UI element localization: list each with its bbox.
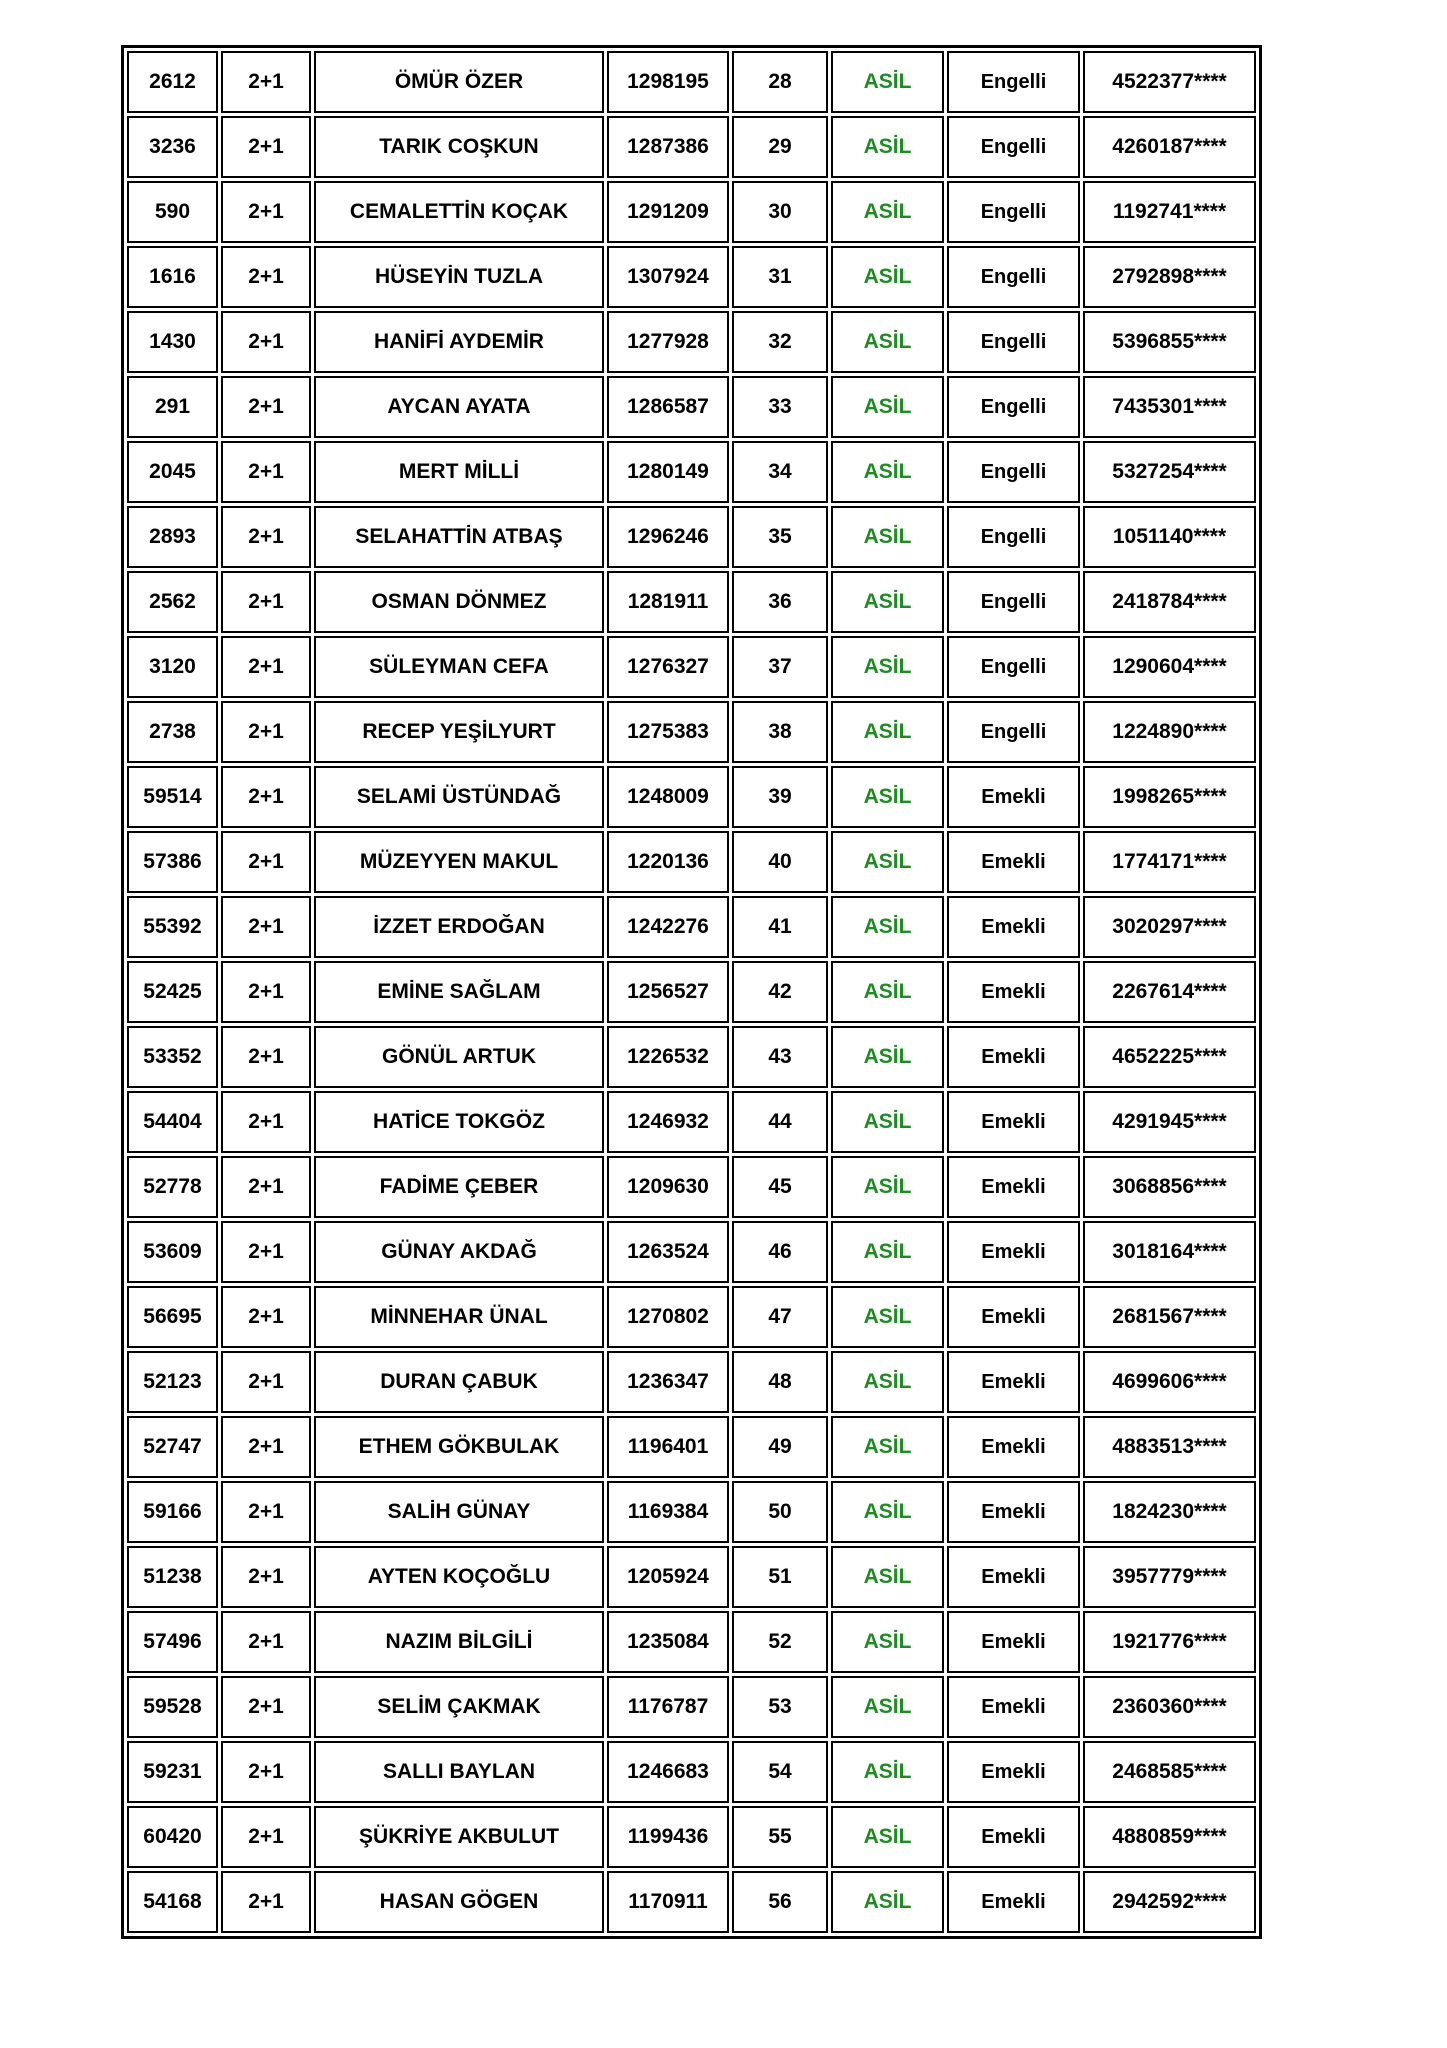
cell-konut-tipi: 2+1 <box>221 1416 311 1478</box>
cell-sira-no: 50 <box>732 1481 828 1543</box>
cell-sira-no: 47 <box>732 1286 828 1348</box>
cell-kimlik-no-masked: 2267614**** <box>1083 961 1256 1023</box>
cell-kategori: Emekli <box>947 1676 1080 1738</box>
cell-kimlik-no-masked: 7435301**** <box>1083 376 1256 438</box>
cell-sira-no: 53 <box>732 1676 828 1738</box>
cell-sonuc: ASİL <box>831 1871 944 1933</box>
table-row <box>127 571 1256 633</box>
cell-kategori: Engelli <box>947 441 1080 503</box>
cell-kimlik-no-masked: 4522377**** <box>1083 51 1256 113</box>
cell-dosya-no: 1307924 <box>607 246 729 308</box>
cell-kimlik-no-masked: 1051140**** <box>1083 506 1256 568</box>
cell-konut-tipi: 2+1 <box>221 1611 311 1673</box>
cell-dosya-no: 1226532 <box>607 1026 729 1088</box>
cell-kategori: Engelli <box>947 181 1080 243</box>
cell-dosya-no: 1277928 <box>607 311 729 373</box>
cell-basvuru-no: 2562 <box>127 571 218 633</box>
cell-kimlik-no-masked: 2360360**** <box>1083 1676 1256 1738</box>
cell-konut-tipi: 2+1 <box>221 506 311 568</box>
cell-basvuru-no: 52123 <box>127 1351 218 1413</box>
cell-dosya-no: 1291209 <box>607 181 729 243</box>
cell-basvuru-no: 3236 <box>127 116 218 178</box>
cell-kategori: Engelli <box>947 311 1080 373</box>
cell-basvuru-no: 1616 <box>127 246 218 308</box>
table-row <box>127 51 1256 113</box>
cell-konut-tipi: 2+1 <box>221 1806 311 1868</box>
cell-kategori: Emekli <box>947 1806 1080 1868</box>
cell-kategori: Engelli <box>947 51 1080 113</box>
cell-kimlik-no-masked: 1290604**** <box>1083 636 1256 698</box>
cell-basvuru-no: 53352 <box>127 1026 218 1088</box>
cell-kategori: Emekli <box>947 1546 1080 1608</box>
cell-kimlik-no-masked: 4260187**** <box>1083 116 1256 178</box>
table-row <box>127 831 1256 893</box>
cell-dosya-no: 1169384 <box>607 1481 729 1543</box>
cell-kategori: Emekli <box>947 1351 1080 1413</box>
cell-dosya-no: 1236347 <box>607 1351 729 1413</box>
cell-ad-soyad: MİNNEHAR ÜNAL <box>314 1286 604 1348</box>
table-row <box>127 441 1256 503</box>
cell-kategori: Engelli <box>947 116 1080 178</box>
cell-sira-no: 45 <box>732 1156 828 1218</box>
cell-kimlik-no-masked: 4652225**** <box>1083 1026 1256 1088</box>
table-row <box>127 896 1256 958</box>
cell-kimlik-no-masked: 3018164**** <box>1083 1221 1256 1283</box>
cell-basvuru-no: 3120 <box>127 636 218 698</box>
cell-kategori: Emekli <box>947 1611 1080 1673</box>
results-table-body <box>127 51 1256 1933</box>
cell-dosya-no: 1176787 <box>607 1676 729 1738</box>
cell-kategori: Emekli <box>947 766 1080 828</box>
table-row <box>127 1351 1256 1413</box>
cell-basvuru-no: 56695 <box>127 1286 218 1348</box>
cell-basvuru-no: 54168 <box>127 1871 218 1933</box>
cell-sira-no: 46 <box>732 1221 828 1283</box>
cell-kimlik-no-masked: 4291945**** <box>1083 1091 1256 1153</box>
table-row <box>127 1806 1256 1868</box>
cell-konut-tipi: 2+1 <box>221 1286 311 1348</box>
cell-basvuru-no: 52747 <box>127 1416 218 1478</box>
cell-basvuru-no: 51238 <box>127 1546 218 1608</box>
cell-basvuru-no: 52778 <box>127 1156 218 1218</box>
cell-konut-tipi: 2+1 <box>221 311 311 373</box>
cell-basvuru-no: 59231 <box>127 1741 218 1803</box>
cell-konut-tipi: 2+1 <box>221 1221 311 1283</box>
cell-kategori: Engelli <box>947 571 1080 633</box>
cell-ad-soyad: GÖNÜL ARTUK <box>314 1026 604 1088</box>
cell-sonuc: ASİL <box>831 961 944 1023</box>
cell-sonuc: ASİL <box>831 1416 944 1478</box>
cell-sonuc: ASİL <box>831 831 944 893</box>
table-row <box>127 1871 1256 1933</box>
cell-ad-soyad: AYCAN AYATA <box>314 376 604 438</box>
table-row <box>127 1611 1256 1673</box>
cell-sonuc: ASİL <box>831 181 944 243</box>
cell-kimlik-no-masked: 3020297**** <box>1083 896 1256 958</box>
cell-ad-soyad: HANİFİ AYDEMİR <box>314 311 604 373</box>
cell-konut-tipi: 2+1 <box>221 116 311 178</box>
cell-sonuc: ASİL <box>831 51 944 113</box>
cell-ad-soyad: DURAN ÇABUK <box>314 1351 604 1413</box>
cell-kimlik-no-masked: 2942592**** <box>1083 1871 1256 1933</box>
cell-dosya-no: 1246932 <box>607 1091 729 1153</box>
cell-ad-soyad: SELAMİ ÜSTÜNDAĞ <box>314 766 604 828</box>
cell-kategori: Engelli <box>947 376 1080 438</box>
cell-basvuru-no: 55392 <box>127 896 218 958</box>
cell-basvuru-no: 52425 <box>127 961 218 1023</box>
cell-konut-tipi: 2+1 <box>221 766 311 828</box>
cell-kimlik-no-masked: 3957779**** <box>1083 1546 1256 1608</box>
cell-dosya-no: 1235084 <box>607 1611 729 1673</box>
cell-sira-no: 33 <box>732 376 828 438</box>
cell-sonuc: ASİL <box>831 506 944 568</box>
cell-kategori: Engelli <box>947 246 1080 308</box>
cell-sira-no: 29 <box>732 116 828 178</box>
cell-ad-soyad: SELAHATTİN ATBAŞ <box>314 506 604 568</box>
cell-dosya-no: 1196401 <box>607 1416 729 1478</box>
cell-ad-soyad: İZZET ERDOĞAN <box>314 896 604 958</box>
cell-kimlik-no-masked: 1998265**** <box>1083 766 1256 828</box>
cell-kategori: Engelli <box>947 506 1080 568</box>
cell-sira-no: 51 <box>732 1546 828 1608</box>
cell-ad-soyad: ŞÜKRİYE AKBULUT <box>314 1806 604 1868</box>
cell-ad-soyad: ETHEM GÖKBULAK <box>314 1416 604 1478</box>
cell-basvuru-no: 54404 <box>127 1091 218 1153</box>
cell-basvuru-no: 291 <box>127 376 218 438</box>
cell-sira-no: 54 <box>732 1741 828 1803</box>
cell-sonuc: ASİL <box>831 1026 944 1088</box>
cell-sonuc: ASİL <box>831 1676 944 1738</box>
cell-konut-tipi: 2+1 <box>221 571 311 633</box>
cell-konut-tipi: 2+1 <box>221 1156 311 1218</box>
cell-konut-tipi: 2+1 <box>221 246 311 308</box>
cell-sonuc: ASİL <box>831 116 944 178</box>
cell-dosya-no: 1287386 <box>607 116 729 178</box>
cell-dosya-no: 1263524 <box>607 1221 729 1283</box>
cell-konut-tipi: 2+1 <box>221 181 311 243</box>
cell-dosya-no: 1248009 <box>607 766 729 828</box>
cell-ad-soyad: SÜLEYMAN CEFA <box>314 636 604 698</box>
cell-sira-no: 37 <box>732 636 828 698</box>
cell-dosya-no: 1205924 <box>607 1546 729 1608</box>
table-row <box>127 181 1256 243</box>
table-row <box>127 961 1256 1023</box>
cell-kategori: Emekli <box>947 1091 1080 1153</box>
cell-kimlik-no-masked: 4883513**** <box>1083 1416 1256 1478</box>
cell-ad-soyad: AYTEN KOÇOĞLU <box>314 1546 604 1608</box>
cell-sira-no: 30 <box>732 181 828 243</box>
cell-kimlik-no-masked: 1224890**** <box>1083 701 1256 763</box>
cell-ad-soyad: EMİNE SAĞLAM <box>314 961 604 1023</box>
cell-dosya-no: 1270802 <box>607 1286 729 1348</box>
cell-sonuc: ASİL <box>831 1481 944 1543</box>
cell-basvuru-no: 57496 <box>127 1611 218 1673</box>
cell-ad-soyad: GÜNAY AKDAĞ <box>314 1221 604 1283</box>
cell-kategori: Engelli <box>947 701 1080 763</box>
cell-kimlik-no-masked: 4880859**** <box>1083 1806 1256 1868</box>
cell-kategori: Emekli <box>947 1871 1080 1933</box>
cell-sonuc: ASİL <box>831 1806 944 1868</box>
table-row <box>127 311 1256 373</box>
table-row <box>127 1416 1256 1478</box>
cell-ad-soyad: SALLI BAYLAN <box>314 1741 604 1803</box>
cell-sonuc: ASİL <box>831 1221 944 1283</box>
table-row <box>127 701 1256 763</box>
cell-sonuc: ASİL <box>831 636 944 698</box>
table-row <box>127 1091 1256 1153</box>
cell-sonuc: ASİL <box>831 1741 944 1803</box>
cell-sonuc: ASİL <box>831 701 944 763</box>
table-row <box>127 376 1256 438</box>
cell-basvuru-no: 53609 <box>127 1221 218 1283</box>
cell-konut-tipi: 2+1 <box>221 1481 311 1543</box>
cell-sonuc: ASİL <box>831 1611 944 1673</box>
cell-konut-tipi: 2+1 <box>221 441 311 503</box>
table-row <box>127 636 1256 698</box>
cell-kategori: Emekli <box>947 1416 1080 1478</box>
cell-kategori: Emekli <box>947 1286 1080 1348</box>
cell-kategori: Emekli <box>947 896 1080 958</box>
cell-basvuru-no: 57386 <box>127 831 218 893</box>
cell-dosya-no: 1209630 <box>607 1156 729 1218</box>
cell-basvuru-no: 59514 <box>127 766 218 828</box>
table-row <box>127 1286 1256 1348</box>
table-row <box>127 1221 1256 1283</box>
table-row <box>127 506 1256 568</box>
cell-ad-soyad: CEMALETTİN KOÇAK <box>314 181 604 243</box>
cell-konut-tipi: 2+1 <box>221 1546 311 1608</box>
cell-kategori: Emekli <box>947 961 1080 1023</box>
cell-sira-no: 56 <box>732 1871 828 1933</box>
cell-kategori: Emekli <box>947 1026 1080 1088</box>
cell-sira-no: 38 <box>732 701 828 763</box>
cell-kimlik-no-masked: 2468585**** <box>1083 1741 1256 1803</box>
cell-sira-no: 44 <box>732 1091 828 1153</box>
cell-basvuru-no: 2045 <box>127 441 218 503</box>
cell-ad-soyad: FADİME ÇEBER <box>314 1156 604 1218</box>
cell-kimlik-no-masked: 1192741**** <box>1083 181 1256 243</box>
cell-kimlik-no-masked: 2681567**** <box>1083 1286 1256 1348</box>
cell-dosya-no: 1286587 <box>607 376 729 438</box>
cell-konut-tipi: 2+1 <box>221 961 311 1023</box>
cell-sonuc: ASİL <box>831 1546 944 1608</box>
cell-kimlik-no-masked: 5396855**** <box>1083 311 1256 373</box>
table-row <box>127 246 1256 308</box>
cell-ad-soyad: NAZIM BİLGİLİ <box>314 1611 604 1673</box>
cell-kimlik-no-masked: 4699606**** <box>1083 1351 1256 1413</box>
cell-basvuru-no: 2893 <box>127 506 218 568</box>
cell-basvuru-no: 59166 <box>127 1481 218 1543</box>
cell-dosya-no: 1256527 <box>607 961 729 1023</box>
cell-konut-tipi: 2+1 <box>221 1026 311 1088</box>
cell-dosya-no: 1220136 <box>607 831 729 893</box>
cell-konut-tipi: 2+1 <box>221 701 311 763</box>
cell-kimlik-no-masked: 1774171**** <box>1083 831 1256 893</box>
cell-dosya-no: 1298195 <box>607 51 729 113</box>
cell-basvuru-no: 2612 <box>127 51 218 113</box>
cell-sira-no: 42 <box>732 961 828 1023</box>
cell-ad-soyad: MÜZEYYEN MAKUL <box>314 831 604 893</box>
cell-ad-soyad: SALİH GÜNAY <box>314 1481 604 1543</box>
cell-dosya-no: 1275383 <box>607 701 729 763</box>
cell-dosya-no: 1280149 <box>607 441 729 503</box>
cell-dosya-no: 1199436 <box>607 1806 729 1868</box>
cell-sonuc: ASİL <box>831 1091 944 1153</box>
cell-sonuc: ASİL <box>831 571 944 633</box>
cell-kategori: Emekli <box>947 1481 1080 1543</box>
cell-kategori: Emekli <box>947 1741 1080 1803</box>
cell-ad-soyad: OSMAN DÖNMEZ <box>314 571 604 633</box>
cell-konut-tipi: 2+1 <box>221 51 311 113</box>
cell-ad-soyad: HASAN GÖGEN <box>314 1871 604 1933</box>
cell-dosya-no: 1281911 <box>607 571 729 633</box>
cell-sonuc: ASİL <box>831 376 944 438</box>
cell-kimlik-no-masked: 1921776**** <box>1083 1611 1256 1673</box>
cell-ad-soyad: MERT MİLLİ <box>314 441 604 503</box>
cell-dosya-no: 1276327 <box>607 636 729 698</box>
cell-ad-soyad: HATİCE TOKGÖZ <box>314 1091 604 1153</box>
cell-ad-soyad: RECEP YEŞİLYURT <box>314 701 604 763</box>
cell-konut-tipi: 2+1 <box>221 1351 311 1413</box>
table-row <box>127 766 1256 828</box>
cell-dosya-no: 1242276 <box>607 896 729 958</box>
cell-ad-soyad: ÖMÜR ÖZER <box>314 51 604 113</box>
cell-dosya-no: 1296246 <box>607 506 729 568</box>
cell-ad-soyad: SELİM ÇAKMAK <box>314 1676 604 1738</box>
cell-sonuc: ASİL <box>831 1351 944 1413</box>
cell-ad-soyad: TARIK COŞKUN <box>314 116 604 178</box>
table-row <box>127 1026 1256 1088</box>
cell-dosya-no: 1246683 <box>607 1741 729 1803</box>
cell-kimlik-no-masked: 3068856**** <box>1083 1156 1256 1218</box>
cell-sira-no: 43 <box>732 1026 828 1088</box>
cell-kimlik-no-masked: 2792898**** <box>1083 246 1256 308</box>
cell-konut-tipi: 2+1 <box>221 831 311 893</box>
cell-sira-no: 55 <box>732 1806 828 1868</box>
cell-basvuru-no: 60420 <box>127 1806 218 1868</box>
cell-basvuru-no: 1430 <box>127 311 218 373</box>
cell-basvuru-no: 59528 <box>127 1676 218 1738</box>
cell-dosya-no: 1170911 <box>607 1871 729 1933</box>
cell-konut-tipi: 2+1 <box>221 1741 311 1803</box>
cell-sira-no: 32 <box>732 311 828 373</box>
cell-kategori: Emekli <box>947 831 1080 893</box>
cell-sira-no: 35 <box>732 506 828 568</box>
table-row <box>127 1676 1256 1738</box>
cell-sonuc: ASİL <box>831 1286 944 1348</box>
cell-kimlik-no-masked: 5327254**** <box>1083 441 1256 503</box>
cell-kimlik-no-masked: 1824230**** <box>1083 1481 1256 1543</box>
cell-konut-tipi: 2+1 <box>221 376 311 438</box>
table-row <box>127 1741 1256 1803</box>
cell-sonuc: ASİL <box>831 766 944 828</box>
cell-konut-tipi: 2+1 <box>221 896 311 958</box>
results-table <box>121 45 1262 1939</box>
table-row <box>127 1481 1256 1543</box>
cell-sira-no: 49 <box>732 1416 828 1478</box>
cell-sira-no: 48 <box>732 1351 828 1413</box>
table-row <box>127 1156 1256 1218</box>
cell-sira-no: 41 <box>732 896 828 958</box>
cell-konut-tipi: 2+1 <box>221 1676 311 1738</box>
cell-sira-no: 28 <box>732 51 828 113</box>
cell-basvuru-no: 2738 <box>127 701 218 763</box>
cell-sira-no: 39 <box>732 766 828 828</box>
cell-konut-tipi: 2+1 <box>221 636 311 698</box>
cell-sonuc: ASİL <box>831 1156 944 1218</box>
cell-sira-no: 31 <box>732 246 828 308</box>
table-row <box>127 1546 1256 1608</box>
cell-sonuc: ASİL <box>831 896 944 958</box>
cell-sira-no: 36 <box>732 571 828 633</box>
cell-sira-no: 40 <box>732 831 828 893</box>
cell-kategori: Emekli <box>947 1156 1080 1218</box>
cell-sonuc: ASİL <box>831 441 944 503</box>
cell-konut-tipi: 2+1 <box>221 1091 311 1153</box>
table-row <box>127 116 1256 178</box>
cell-sira-no: 52 <box>732 1611 828 1673</box>
cell-ad-soyad: HÜSEYİN TUZLA <box>314 246 604 308</box>
cell-sonuc: ASİL <box>831 311 944 373</box>
cell-sonuc: ASİL <box>831 246 944 308</box>
cell-sira-no: 34 <box>732 441 828 503</box>
cell-konut-tipi: 2+1 <box>221 1871 311 1933</box>
cell-kategori: Engelli <box>947 636 1080 698</box>
cell-kategori: Emekli <box>947 1221 1080 1283</box>
cell-kimlik-no-masked: 2418784**** <box>1083 571 1256 633</box>
cell-basvuru-no: 590 <box>127 181 218 243</box>
